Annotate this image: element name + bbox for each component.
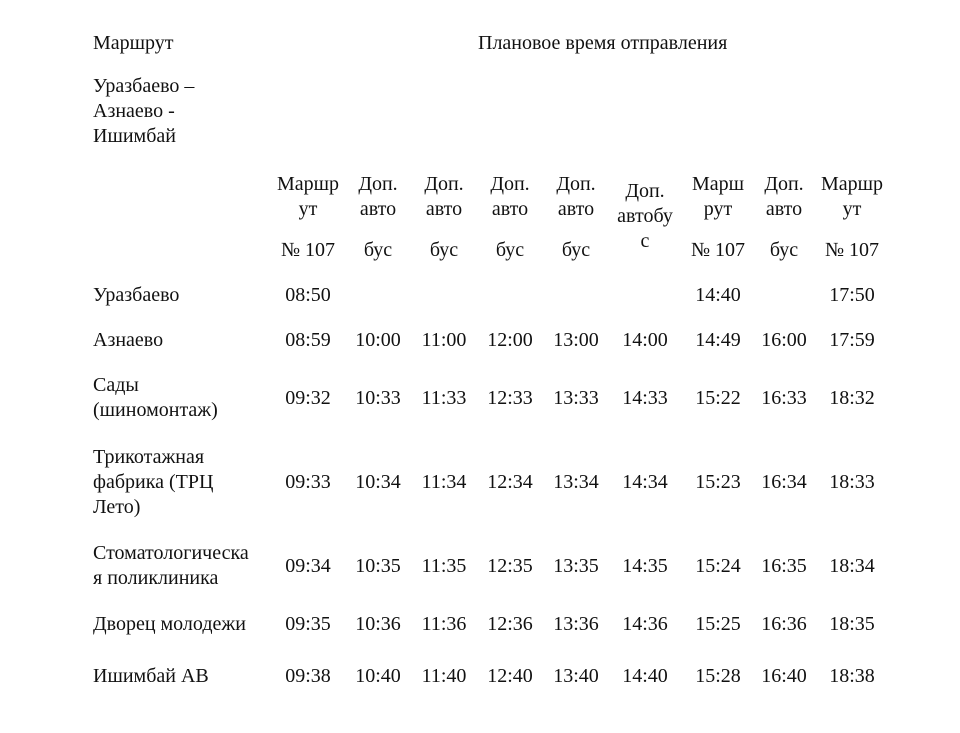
- departure-time: 14:34: [622, 471, 668, 493]
- column-header-line: Маршр: [276, 173, 340, 195]
- column-header-line: автобу: [617, 205, 673, 227]
- stop-name: фабрика (ТРЦ: [93, 471, 214, 493]
- departure-time: 18:35: [829, 613, 875, 635]
- route-name-line: Азнаево -: [93, 100, 175, 122]
- route-name-line: Ишимбай: [93, 125, 176, 147]
- departure-time: 13:35: [553, 555, 599, 577]
- departure-time: 12:33: [487, 387, 533, 409]
- column-header-line: Марш: [691, 173, 745, 195]
- departure-time: 11:35: [421, 555, 467, 577]
- departure-time: 10:40: [355, 665, 401, 687]
- departure-time: 18:38: [829, 665, 875, 687]
- stop-name: Стоматологическа: [93, 542, 249, 564]
- column-header-number: бус: [429, 239, 459, 261]
- column-header-number: бус: [495, 239, 525, 261]
- route-name-line: Уразбаево –: [93, 75, 195, 97]
- departure-time: 15:24: [695, 555, 741, 577]
- departure-time: 11:00: [421, 329, 467, 351]
- departure-time: 17:59: [829, 329, 875, 351]
- departure-time: 14:36: [622, 613, 668, 635]
- stop-name: Ишимбай АВ: [93, 665, 209, 687]
- departure-time: 14:00: [622, 329, 668, 351]
- column-header-line: Доп.: [424, 173, 464, 195]
- column-header-line: Маршр: [820, 173, 884, 195]
- departure-time: 14:40: [695, 284, 741, 306]
- stop-name: Трикотажная: [93, 446, 205, 468]
- column-header-line: Доп.: [490, 173, 530, 195]
- column-header-line: Доп.: [764, 173, 804, 195]
- departure-time: 16:00: [761, 329, 807, 351]
- departure-time: 12:36: [487, 613, 533, 635]
- departure-time: 12:35: [487, 555, 533, 577]
- departure-time: 09:34: [285, 555, 331, 577]
- column-header-line: авто: [491, 198, 529, 220]
- stop-name: Азнаево: [93, 329, 164, 351]
- departure-time: 11:34: [421, 471, 467, 493]
- departure-time: 09:38: [285, 665, 331, 687]
- stop-name: (шиномонтаж): [93, 399, 218, 421]
- stop-name: я поликлиника: [93, 567, 219, 589]
- column-header-line: с: [640, 230, 650, 252]
- column-header-line: ут: [842, 198, 862, 220]
- column-header-line: ут: [298, 198, 318, 220]
- departure-time: 16:36: [761, 613, 807, 635]
- column-header-line: рут: [703, 198, 733, 220]
- stop-name: Дворец молодежи: [93, 613, 246, 635]
- departure-time: 18:34: [829, 555, 875, 577]
- planned-time-label: Плановое время отправления: [478, 32, 728, 54]
- departure-time: 13:00: [553, 329, 599, 351]
- departure-time: 14:35: [622, 555, 668, 577]
- departure-time: 14:40: [622, 665, 668, 687]
- route-label: Маршрут: [93, 32, 174, 54]
- departure-time: 12:34: [487, 471, 533, 493]
- departure-time: 10:00: [355, 329, 401, 351]
- departure-time: 09:33: [285, 471, 331, 493]
- departure-time: 14:33: [622, 387, 668, 409]
- departure-time: 16:34: [761, 471, 807, 493]
- column-header-number: № 107: [824, 239, 880, 261]
- column-header-line: авто: [359, 198, 397, 220]
- column-header-line: Доп.: [358, 173, 398, 195]
- column-header-number: бус: [561, 239, 591, 261]
- departure-time: 18:33: [829, 471, 875, 493]
- stop-name: Уразбаево: [93, 284, 180, 306]
- departure-time: 14:49: [695, 329, 741, 351]
- column-header-number: бус: [363, 239, 393, 261]
- departure-time: 10:36: [355, 613, 401, 635]
- departure-time: 17:50: [829, 284, 875, 306]
- departure-time: 11:40: [421, 665, 467, 687]
- departure-time: 13:33: [553, 387, 599, 409]
- departure-time: 08:50: [285, 284, 331, 306]
- column-header-line: авто: [557, 198, 595, 220]
- departure-time: 12:40: [487, 665, 533, 687]
- departure-time: 16:40: [761, 665, 807, 687]
- departure-time: 11:33: [421, 387, 467, 409]
- column-header-line: Доп.: [625, 180, 665, 202]
- departure-time: 15:28: [695, 665, 741, 687]
- column-header-line: Доп.: [556, 173, 596, 195]
- departure-time: 13:40: [553, 665, 599, 687]
- departure-time: 11:36: [421, 613, 467, 635]
- departure-time: 09:32: [285, 387, 331, 409]
- column-header-line: авто: [765, 198, 803, 220]
- departure-time: 09:35: [285, 613, 331, 635]
- column-header-number: бус: [769, 239, 799, 261]
- departure-time: 15:23: [695, 471, 741, 493]
- departure-time: 10:35: [355, 555, 401, 577]
- departure-time: 08:59: [285, 329, 331, 351]
- column-header-line: авто: [425, 198, 463, 220]
- departure-time: 10:33: [355, 387, 401, 409]
- departure-time: 12:00: [487, 329, 533, 351]
- departure-time: 16:35: [761, 555, 807, 577]
- stop-name: Сады: [93, 374, 139, 396]
- column-header-number: № 107: [690, 239, 746, 261]
- departure-time: 13:34: [553, 471, 599, 493]
- stop-name: Лето): [93, 496, 141, 518]
- departure-time: 18:32: [829, 387, 875, 409]
- departure-time: 13:36: [553, 613, 599, 635]
- column-header-number: № 107: [280, 239, 336, 261]
- departure-time: 10:34: [355, 471, 401, 493]
- departure-time: 15:25: [695, 613, 741, 635]
- departure-time: 15:22: [695, 387, 741, 409]
- departure-time: 16:33: [761, 387, 807, 409]
